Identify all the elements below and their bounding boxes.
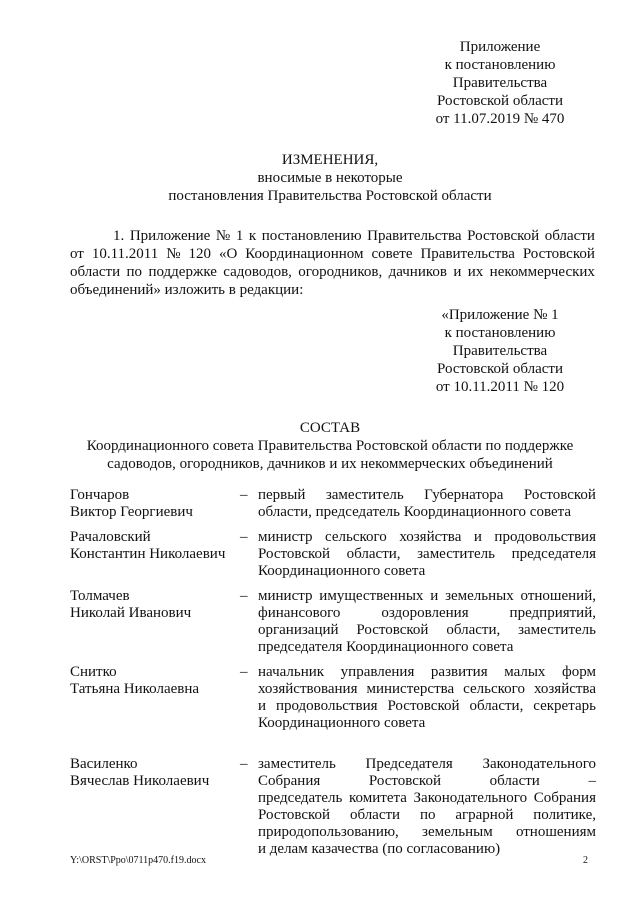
intro-word: «О xyxy=(218,246,238,262)
changes-title-block xyxy=(60,151,600,205)
role-line xyxy=(258,563,596,580)
role-line xyxy=(258,773,596,790)
appendix-line: Правительства xyxy=(452,75,548,91)
member-dash: – xyxy=(240,756,248,772)
role-word: Координационного совета xyxy=(258,563,426,579)
role-word: заместитель xyxy=(258,756,336,772)
intro-word: дачников xyxy=(388,264,447,280)
role-word: организаций xyxy=(258,622,339,638)
intro-word: № xyxy=(215,228,231,244)
intro-word: 120 xyxy=(188,246,211,262)
composition-subtitle: садоводов, огородников, дачников и их некоммерческих объединений xyxy=(107,456,553,472)
role-word: области, председатель Координационного совета xyxy=(258,504,572,520)
intro-word: и xyxy=(453,264,462,280)
member-given-names: Виктор Георгиевич xyxy=(70,504,193,520)
role-word: продовольствия xyxy=(494,529,596,545)
appendix-line: Ростовской области xyxy=(437,93,563,109)
member-dash: – xyxy=(240,487,248,503)
role-line xyxy=(258,504,596,521)
role-word: Ростовской xyxy=(356,622,429,638)
intro-word: № xyxy=(166,246,181,262)
intro-line xyxy=(70,263,595,281)
role-line xyxy=(258,664,596,681)
member-given-names: Николай Иванович xyxy=(70,605,192,621)
intro-word: 1. xyxy=(113,228,125,244)
intro-word: от xyxy=(70,246,84,262)
role-word: хозяйствования xyxy=(258,681,358,697)
role-word: хозяйства xyxy=(533,681,596,697)
role-word: министр xyxy=(258,529,313,545)
role-word: председателя xyxy=(511,546,596,562)
intro-word: Приложение xyxy=(129,228,211,244)
member-role xyxy=(258,664,596,732)
members-list xyxy=(70,487,600,858)
intro-word: Ростовской xyxy=(522,246,595,262)
member-surname: Толмачев xyxy=(70,588,130,604)
role-word: оздоровления xyxy=(381,605,469,621)
appendix-line: Приложение xyxy=(459,39,541,55)
member-row xyxy=(70,487,600,521)
intro-word: поддержке xyxy=(148,264,217,280)
role-word: секретарь xyxy=(533,698,596,714)
member-role xyxy=(258,529,596,580)
role-word: земельным xyxy=(422,824,493,840)
role-line xyxy=(258,605,596,622)
role-line xyxy=(258,681,596,698)
intro-word: огородников, xyxy=(298,264,383,280)
role-word: начальник xyxy=(258,664,325,680)
role-line xyxy=(258,807,596,824)
role-word: Собрания xyxy=(258,773,321,789)
member-name xyxy=(70,756,240,858)
role-word: политике, xyxy=(533,807,596,823)
appendix-header xyxy=(400,38,600,128)
intro-word: совете xyxy=(371,246,413,262)
intro-paragraph xyxy=(70,227,595,299)
role-word: – xyxy=(588,773,596,789)
role-word: отношений, xyxy=(520,588,596,604)
intro-word: Координационном xyxy=(245,246,364,262)
role-word: Ростовской xyxy=(368,773,441,789)
member-given-names: Татьяна Николаевна xyxy=(70,681,200,697)
role-word: финансового xyxy=(258,605,341,621)
appendix-line: Ростовской области xyxy=(437,361,563,377)
role-word: управления xyxy=(340,664,415,680)
role-word: Собрания xyxy=(533,790,596,806)
role-word: хозяйства xyxy=(399,529,462,545)
role-line xyxy=(258,622,596,639)
role-word: области, xyxy=(346,546,401,562)
role-word: министерства xyxy=(366,681,455,697)
member-row xyxy=(70,588,600,656)
role-line xyxy=(258,824,596,841)
member-row xyxy=(70,529,600,580)
role-word: председателя Координационного совета xyxy=(258,639,514,655)
intro-word: 1 xyxy=(235,228,244,244)
member-name xyxy=(70,487,240,521)
role-word: области, xyxy=(469,698,524,714)
intro-word: садоводов, xyxy=(223,264,292,280)
role-line xyxy=(258,546,596,563)
member-role xyxy=(258,756,596,858)
role-line xyxy=(258,487,596,504)
role-line xyxy=(258,588,596,605)
appendix-line: к постановлению xyxy=(444,57,556,73)
intro-word: постановлению xyxy=(261,228,362,244)
role-word: Ростовской xyxy=(258,807,331,823)
member-surname: Рачаловский xyxy=(70,529,151,545)
role-word: форм xyxy=(562,664,596,680)
intro-word: объединений» изложить в редакции: xyxy=(70,282,304,298)
role-word: природопользованию, xyxy=(258,824,399,840)
page-number: 2 xyxy=(583,855,588,866)
role-line xyxy=(258,756,596,773)
role-word: Губернатора xyxy=(424,487,504,503)
member-dash: – xyxy=(240,529,248,545)
changes-subtitle: вносимые в некоторые xyxy=(257,170,403,186)
appendix-line: «Приложение № 1 xyxy=(441,307,559,323)
role-word: Ростовской xyxy=(258,546,331,562)
intro-word: области xyxy=(544,228,595,244)
role-word: и xyxy=(258,698,267,714)
member-surname: Снитко xyxy=(70,664,117,680)
member-surname: Гончаров xyxy=(70,487,130,503)
footer-file-path: Y:\ORST\Ppo\0711p470.f19.docx xyxy=(70,855,206,866)
role-word: сельского xyxy=(325,529,387,545)
role-line xyxy=(258,841,596,858)
role-line xyxy=(258,698,596,715)
role-word: области xyxy=(489,773,540,789)
role-word: и xyxy=(473,529,482,545)
intro-word: к xyxy=(248,228,257,244)
member-dash: – xyxy=(240,588,248,604)
member-given-names: Константин Николаевич xyxy=(70,546,226,562)
role-word: комитета xyxy=(349,790,407,806)
role-word: развития xyxy=(430,664,488,680)
role-line xyxy=(258,790,596,807)
role-word: заместитель xyxy=(325,487,404,503)
role-line xyxy=(258,639,596,656)
intro-word: Правительства xyxy=(367,228,462,244)
role-line xyxy=(258,715,596,732)
role-word: продовольствия xyxy=(275,698,378,714)
intro-line xyxy=(70,245,595,263)
role-word: Законодательного xyxy=(413,790,528,806)
role-word: сельского xyxy=(463,681,525,697)
role-word: области, xyxy=(446,622,501,638)
member-role xyxy=(258,588,596,656)
intro-word: некоммерческих xyxy=(489,264,595,280)
role-word: Законодательного xyxy=(482,756,596,772)
composition-subtitle: Координационного совета Правительства Ростовской области по поддержке xyxy=(86,438,574,454)
intro-word: Ростовской xyxy=(467,228,540,244)
member-row xyxy=(70,664,600,732)
appendix-line: Правительства xyxy=(452,343,548,359)
role-word: министр xyxy=(258,588,313,604)
role-word: заместитель xyxy=(518,622,596,638)
member-surname: Василенко xyxy=(70,756,138,772)
role-word: малых xyxy=(504,664,546,680)
role-word: отношениям xyxy=(515,824,596,840)
intro-word: Правительства xyxy=(420,246,515,262)
intro-word: их xyxy=(467,264,484,280)
role-word: и делам казачества (по согласованию) xyxy=(258,841,501,857)
role-word: Координационного совета xyxy=(258,715,426,731)
role-word: первый xyxy=(258,487,306,503)
intro-line xyxy=(70,281,595,299)
member-given-names: Вячеслав Николаевич xyxy=(70,773,210,789)
role-word: аграрной xyxy=(455,807,514,823)
role-word: земельных xyxy=(445,588,514,604)
member-name xyxy=(70,664,240,732)
intro-word: 10.11.2011 xyxy=(91,246,159,262)
intro-word: области xyxy=(70,264,121,280)
role-line xyxy=(258,529,596,546)
role-word: области xyxy=(349,807,401,823)
intro-line xyxy=(70,227,595,245)
member-role xyxy=(258,487,596,521)
appendix-inner xyxy=(400,306,600,396)
changes-heading: ИЗМЕНЕНИЯ, xyxy=(281,152,379,168)
role-word: предприятий, xyxy=(509,605,596,621)
composition-heading: СОСТАВ xyxy=(299,420,361,436)
role-word: Ростовской xyxy=(387,698,460,714)
member-dash: – xyxy=(240,664,248,680)
member-row xyxy=(70,756,600,858)
appendix-line: от 10.11.2011 № 120 xyxy=(435,379,565,395)
role-word: по xyxy=(419,807,436,823)
composition-title-block xyxy=(60,419,600,473)
role-word: Ростовской xyxy=(523,487,596,503)
role-word: и xyxy=(430,588,439,604)
role-word: имущественных xyxy=(319,588,424,604)
member-name xyxy=(70,588,240,656)
changes-subtitle: постановления Правительства Ростовской области xyxy=(168,188,492,204)
role-word: Председателя xyxy=(365,756,453,772)
intro-word: по xyxy=(126,264,143,280)
appendix-line: к постановлению xyxy=(444,325,556,341)
role-word: председатель xyxy=(258,790,343,806)
role-word: заместитель xyxy=(417,546,495,562)
member-name xyxy=(70,529,240,580)
appendix-line: от 11.07.2019 № 470 xyxy=(435,111,565,127)
